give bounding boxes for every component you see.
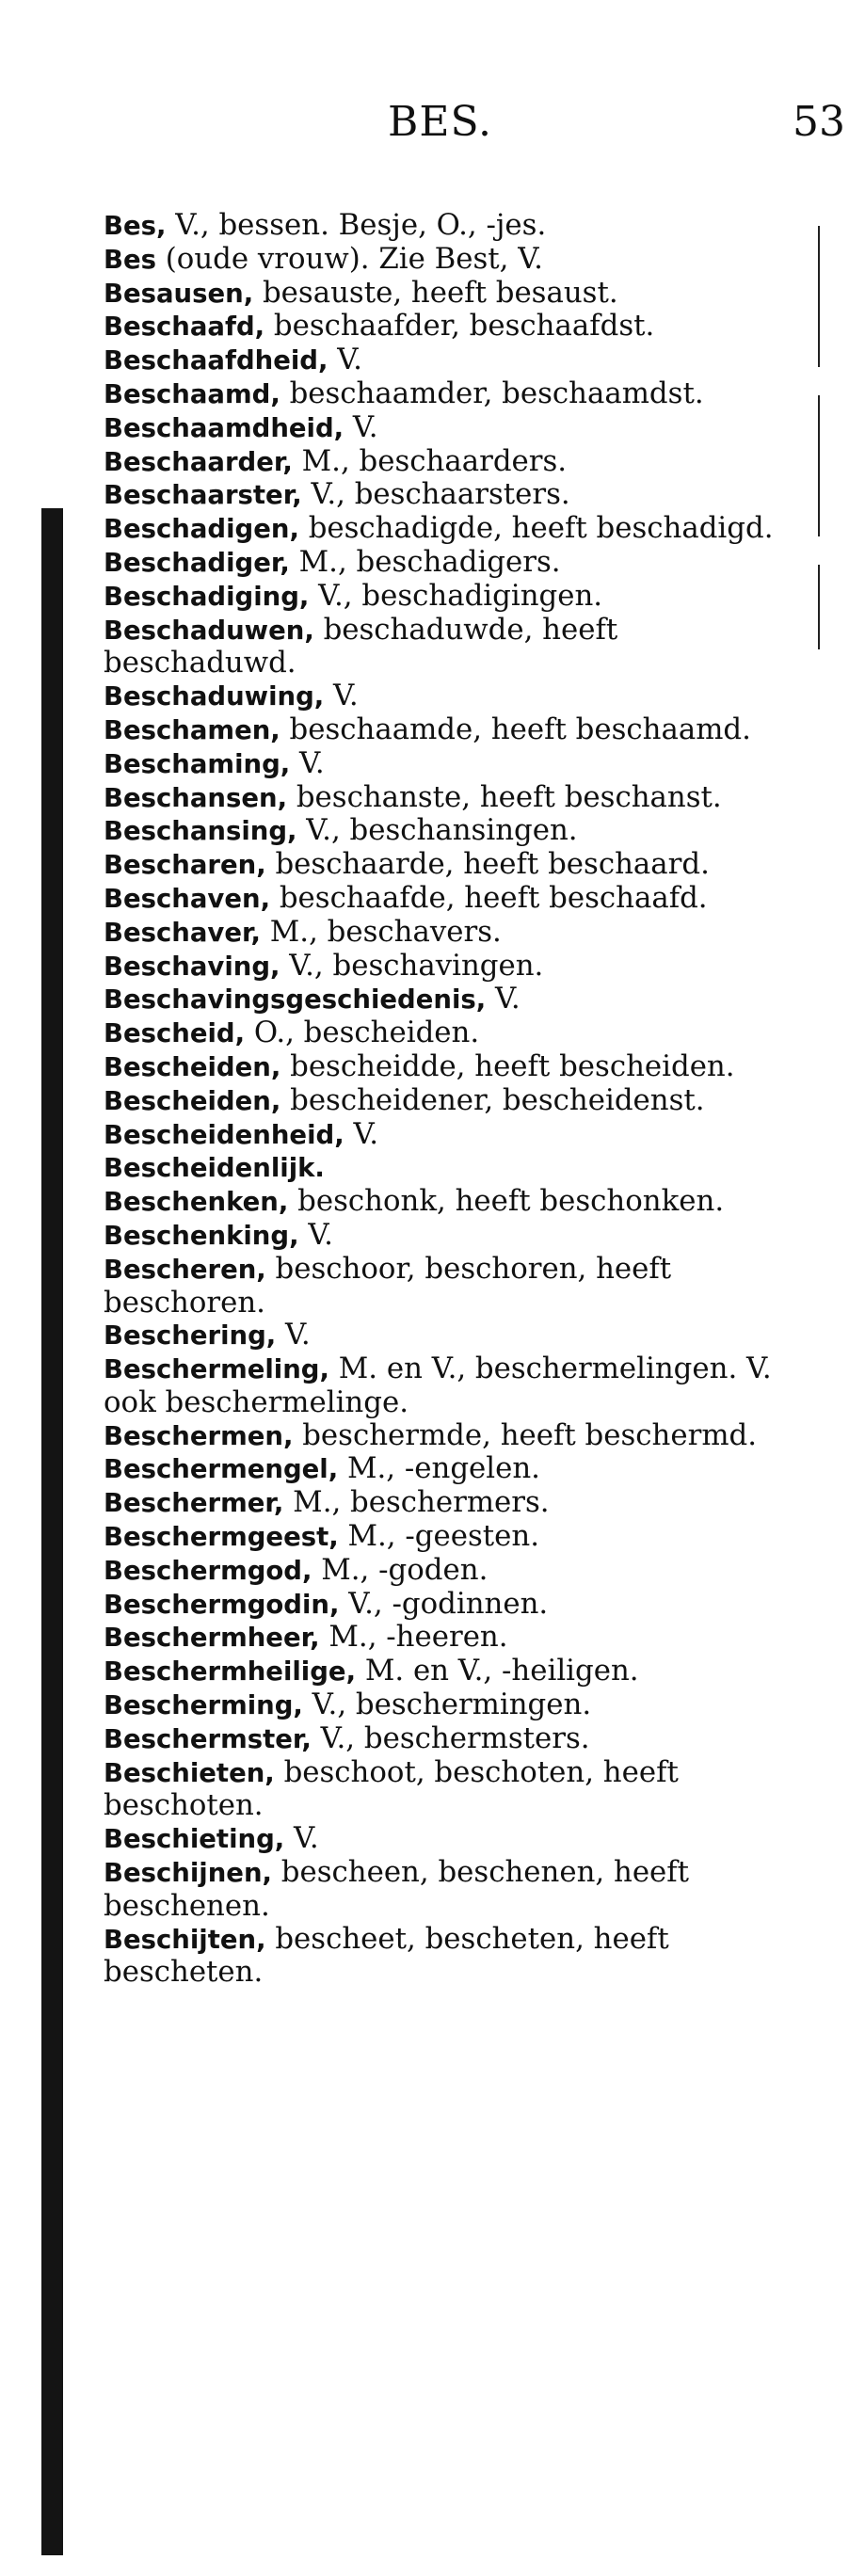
dictionary-entry — [104, 478, 800, 512]
entry-definition: bescheet, bescheten, heeft bescheten. — [104, 1921, 679, 1990]
entry-headword: Beschijnen, — [104, 1858, 272, 1889]
dictionary-entry — [104, 1185, 800, 1219]
dictionary-entry — [104, 1923, 800, 1990]
entry-definition: M., beschadigers. — [298, 544, 561, 579]
entry-definition: M., -goden. — [321, 1552, 489, 1587]
dictionary-entry — [104, 1588, 800, 1622]
entry-headword: Beschaduwing, — [104, 681, 325, 712]
entry-definition: M., -geesten. — [347, 1519, 539, 1554]
entry-headword: Beschaarster, — [104, 480, 302, 511]
dictionary-entry — [104, 1151, 800, 1185]
binding-edge — [41, 508, 63, 2555]
entry-definition: V. — [299, 745, 325, 780]
page-heading: BES. — [388, 98, 493, 146]
entry-headword: Beschaming, — [104, 748, 291, 779]
entry-headword: Bescheiden, — [104, 1085, 281, 1116]
dictionary-entry — [104, 580, 800, 614]
dictionary-entry — [104, 1554, 800, 1588]
entry-headword: Beschaafd, — [104, 312, 265, 343]
dictionary-entry — [104, 1118, 800, 1152]
entry-definition: beschaafder, beschaafdst. — [273, 309, 655, 344]
entry-definition: beschonk, heeft beschonken. — [297, 1184, 725, 1219]
entry-definition: M., beschavers. — [269, 914, 502, 949]
entry-headword: Beschering, — [104, 1320, 277, 1352]
entry-headword: Beschaving, — [104, 951, 280, 982]
dictionary-entry — [104, 983, 800, 1016]
entry-headword: Bescheiden, — [104, 1051, 281, 1082]
entry-definition: V., -godinnen. — [348, 1586, 549, 1621]
dictionary-entry — [104, 1419, 800, 1453]
entry-definition: M., -heeren. — [328, 1620, 508, 1655]
entry-definition: M., -engelen. — [346, 1451, 540, 1486]
entry-headword: Beschermster, — [104, 1723, 312, 1754]
entry-definition: M., beschermers. — [293, 1485, 550, 1520]
entry-definition: (oude vrouw). Zie Best, V. — [165, 241, 543, 276]
dictionary-entry — [104, 1452, 800, 1486]
entry-headword: Besausen, — [104, 278, 254, 309]
entry-headword: Beschadiging, — [104, 581, 310, 612]
column-rule — [818, 226, 820, 367]
entry-headword: Beschadiger, — [104, 547, 290, 578]
dictionary-entry — [104, 747, 800, 781]
dictionary-entry — [104, 377, 800, 411]
entry-definition: V. — [333, 679, 359, 713]
entry-definition: beschaamder, beschaamdst. — [289, 376, 704, 410]
entry-headword: Bescheren, — [104, 1254, 266, 1285]
entry-headword: Beschaamd, — [104, 378, 280, 409]
dictionary-entry — [104, 310, 800, 344]
entry-headword: Beschaafdheid, — [104, 345, 328, 376]
dictionary-entry — [104, 916, 800, 950]
entry-headword: Beschermer, — [104, 1488, 284, 1519]
dictionary-entry — [104, 1352, 800, 1419]
entry-definition: M. en V., beschermelingen. V. ook beschermelinge. — [104, 1352, 781, 1419]
dictionary-entry — [104, 1822, 800, 1856]
entry-definition: beschoot, beschoten, heeft beschoten. — [104, 1754, 688, 1823]
entry-definition: V. — [353, 1116, 379, 1151]
entry-list — [104, 209, 800, 1989]
entry-definition: beschaduwde, heeft beschaduwd. — [104, 612, 628, 680]
dictionary-entry — [104, 1655, 800, 1688]
dictionary-entry — [104, 1688, 800, 1722]
entry-definition: M. en V., -heiligen. — [364, 1654, 639, 1688]
dictionary-entry — [104, 848, 800, 882]
entry-definition: V., beschadigingen. — [318, 578, 603, 613]
dictionary-entry — [104, 243, 800, 277]
entry-headword: Bescharen, — [104, 850, 266, 881]
entry-headword: Beschieten, — [104, 1757, 275, 1788]
entry-definition: V. — [294, 1821, 319, 1856]
dictionary-entry — [104, 277, 800, 311]
entry-definition: V. — [285, 1318, 311, 1352]
entry-headword: Beschermen, — [104, 1420, 294, 1451]
entry-headword: Bes, — [104, 211, 167, 241]
dictionary-entry — [104, 950, 800, 984]
dictionary-entry — [104, 445, 800, 479]
entry-headword: Beschenken, — [104, 1187, 289, 1218]
entry-headword: Beschaamdheid, — [104, 412, 344, 443]
entry-definition: bescheidde, heeft bescheiden. — [290, 1048, 735, 1083]
dictionary-entry — [104, 1319, 800, 1352]
entry-headword: Beschijten, — [104, 1924, 266, 1955]
entry-definition: V. — [337, 343, 362, 377]
entry-headword: Bescheid, — [104, 1018, 246, 1049]
entry-headword: Beschaduwen, — [104, 615, 314, 646]
dictionary-entry — [104, 713, 800, 747]
dictionary-entry — [104, 1219, 800, 1253]
dictionary-entry — [104, 1756, 800, 1823]
entry-definition: bescheen, beschenen, heeft beschenen. — [104, 1855, 698, 1923]
entry-headword: Beschenking, — [104, 1220, 299, 1251]
entry-definition: beschaamde, heeft beschaamd. — [289, 712, 751, 746]
dictionary-entry — [104, 882, 800, 916]
dictionary-entry — [104, 1016, 800, 1050]
entry-headword: Beschadigen, — [104, 514, 299, 545]
entry-definition: V., beschavingen. — [289, 948, 544, 983]
entry-definition: V., beschermsters. — [320, 1720, 590, 1755]
entry-definition: V. — [495, 982, 521, 1016]
entry-definition: V., beschaarsters. — [311, 477, 570, 512]
entry-definition: V. — [308, 1217, 333, 1252]
dictionary-entry — [104, 1856, 800, 1923]
entry-headword: Beschieting, — [104, 1824, 285, 1855]
column-rule — [818, 565, 820, 649]
entry-definition: besauste, heeft besaust. — [262, 275, 618, 310]
entry-headword: Beschermheer, — [104, 1623, 320, 1654]
entry-definition: beschaarde, heeft beschaard. — [275, 847, 710, 882]
entry-definition: beschermde, heeft beschermd. — [302, 1417, 758, 1452]
dictionary-entry — [104, 781, 800, 815]
dictionary-entry — [104, 1722, 800, 1756]
dictionary-entry — [104, 614, 800, 680]
dictionary-entry — [104, 1084, 800, 1118]
dictionary-entry — [104, 1486, 800, 1520]
dictionary-entry — [104, 1621, 800, 1655]
entry-definition: beschadigde, heeft beschadigd. — [308, 511, 774, 546]
dictionary-entry — [104, 546, 800, 580]
entry-headword: Beschaven, — [104, 883, 271, 914]
dictionary-entry — [104, 512, 800, 546]
entry-headword: Bescheidenheid, — [104, 1119, 344, 1150]
entry-headword: Beschermgeest, — [104, 1522, 339, 1553]
entry-headword: Beschermengel, — [104, 1454, 339, 1485]
entry-headword: Beschamen, — [104, 714, 280, 745]
entry-headword: Beschermgod, — [104, 1555, 312, 1586]
dictionary-entry — [104, 680, 800, 713]
entry-definition: beschanste, heeft beschanst. — [296, 779, 722, 814]
entry-definition: V., bessen. Besje, O., -jes. — [175, 208, 547, 242]
entry-definition: beschaafde, heeft beschaafd. — [279, 880, 708, 915]
entry-definition: V., beschansingen. — [306, 813, 578, 848]
entry-definition: beschoor, beschoren, heeft beschoren. — [104, 1251, 681, 1320]
entry-definition: O., bescheiden. — [253, 1016, 480, 1050]
entry-headword: Bescherming, — [104, 1690, 303, 1721]
entry-headword: Beschansing, — [104, 816, 297, 847]
entry-headword: Bes — [104, 244, 156, 275]
entry-definition: M., beschaarders. — [301, 443, 568, 478]
dictionary-entry — [104, 1520, 800, 1554]
entry-headword: Beschaver, — [104, 917, 261, 948]
dictionary-entry — [104, 814, 800, 848]
dictionary-entry — [104, 209, 800, 243]
dictionary-entry — [104, 1050, 800, 1084]
entry-headword: Beschermheilige, — [104, 1656, 357, 1688]
entry-headword: Beschaarder, — [104, 446, 293, 477]
entry-definition: bescheidener, bescheidenst. — [290, 1082, 705, 1117]
entry-headword: Beschavingsgeschiedenis, — [104, 984, 487, 1016]
dictionary-entry — [104, 344, 800, 377]
entry-headword: Beschermgodin, — [104, 1589, 340, 1620]
page-number: 53 — [793, 98, 845, 146]
entry-headword: Beschansen, — [104, 782, 288, 813]
dictionary-entry — [104, 411, 800, 445]
entry-definition: V. — [352, 409, 378, 444]
entry-definition: V., beschermingen. — [312, 1688, 592, 1722]
column-rule — [818, 395, 820, 536]
entry-headword: Bescheidenlijk. — [104, 1153, 325, 1184]
entry-headword: Beschermeling, — [104, 1354, 329, 1385]
dictionary-entry — [104, 1253, 800, 1320]
